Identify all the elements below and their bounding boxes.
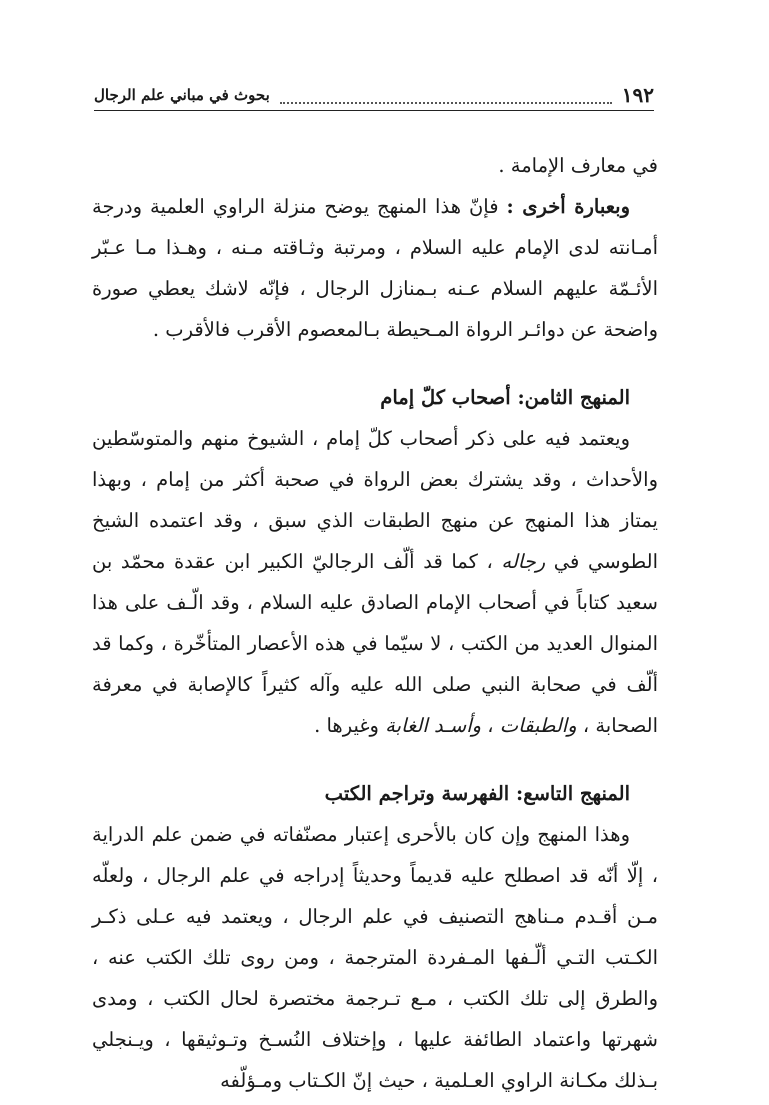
book-title-tabaqat: والطبقات [499,714,577,737]
paragraph-section-8 [92,418,658,746]
running-title: بحوث في مباني علم الرجال [94,86,270,104]
book-title-usd-al-ghaba: وأسـد الغابة [385,714,482,737]
paragraph-in-other-words [92,186,658,350]
section-gap [92,350,658,377]
dotted-leader [280,92,612,104]
section-gap [92,746,658,773]
text-part: ، [481,714,500,737]
section-heading-8: المنهج الثامن: أصحاب كلّ إمام [380,386,630,409]
paragraph-section-9: وهذا المنهج وإن كان بالأحرى إعتبار مصنّفاته في ضمن علم الدراية ، إلّا أنّه قد اصطلح عليه قديماً وحديثاً إدراجه في علم الرجال ، ولعلّه مـن أقـدم مـناهج التصنيف في علم الرجال ، ويعتمد فيه عـلى ذكـر الكـتب التـي ألّـفها المـفردة المترجمة ، ومن روى تلك الكتب عنه ، والطرق إلى تلك الكتب ، مـع تـرجمة مختصرة لحال الكتب ، ومدى شهرتها واعتماد الطائفة عليها ، وإختلاف النُسـخ وتـوثيقها ، ويـنجلي بـذلك مكـانة الراوي العـلمية ، حيث إنّ الكـتاب ومـؤلّفه [92,823,658,1092]
paragraph-imamate: في معارف الإمامة . [498,154,658,177]
book-title-rijal: رجاله [501,550,546,573]
text-part: ، كما قد ألّف الرجاليّ الكبير ابن عقدة محمّد بن سعيد كتاباً في أصحاب الإمام الصادق عليه السلام ، وقد الّـف على هذا المنوال العديد من الكتب ، لا سيّما في هذه الأعصار المتأخّرة ، وكما قد ألّف في صحابة النبي صلى الله عليه وآله كثيراً كالإصابة في معرفة الصحابة ، [92,550,658,737]
page-body [92,145,658,1101]
page-number: ١٩٢ [621,83,654,107]
section-heading-9: المنهج التاسع: الفهرسة وتراجم الكتب [324,782,630,805]
text-part: ويعتمد فيه على ذكر أصحاب كلّ إمام ، الشيوخ منهم والمتوسّطين والأحداث ، وقد يشترك بعض الرواة في صحبة أكثر من إمام ، وبهذا يمتاز هذا المنهج عن منهج الطبقات الذي سبق ، وقد اعتمده الشيخ الطوسي في [92,427,658,573]
page-header [94,80,654,111]
text-part: وغيرها . [314,714,386,737]
lead-phrase: وبعبارة أخرى : [506,195,630,218]
paragraph-text: فإنّ هذا المنهج يوضح منزلة الراوي العلمية ودرجة أمـانته لدى الإمام عليه السلام ، ومرتبة وثـاقته مـنه ، وهـذا مـا عـبّر الأئـمّة عليهم السلام عـنه بـمنازل الرجال ، فإنّه لاشك يعطي صورة واضحة عن دوائـر الرواة المـحيطة بـالمعصوم الأقرب فالأقرب . [92,195,658,341]
